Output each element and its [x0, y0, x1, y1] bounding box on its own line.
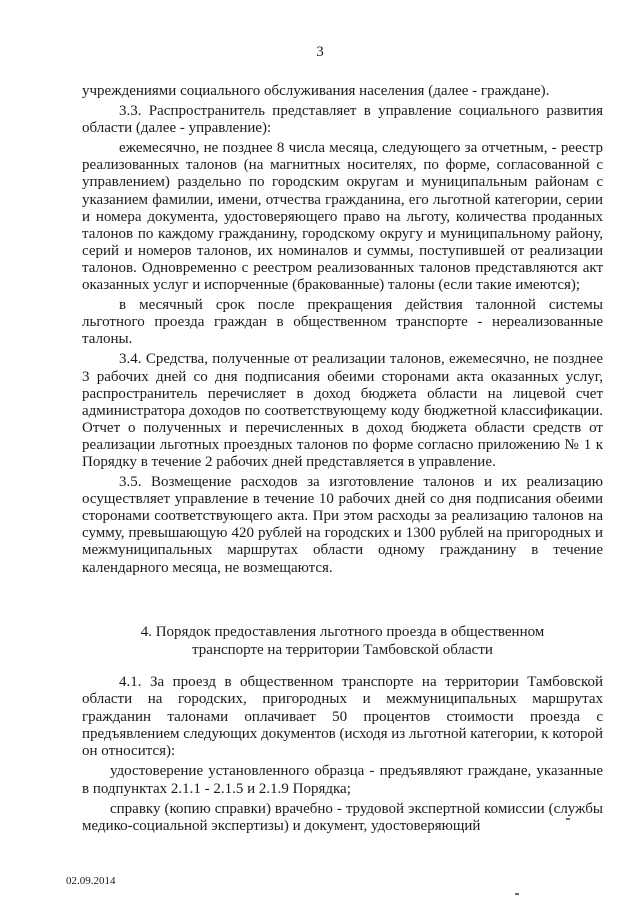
paragraph-4-1: 4.1. За проезд в общественном транспорте на территории Тамбовской области на городских, пригородных и межмуниципальных маршрутах гражданин талонами оплачивает 50 процентов стоимости проезда с предъявлением следующих документов (исходя из льготной категории, к которой он относится):	[82, 674, 603, 760]
section-4-heading	[82, 624, 603, 659]
paragraph-monthly-register: ежемесячно, не позднее 8 числа месяца, следующего за отчетным, - реестр реализованных талонов (на магнитных носителях, по форме, согласованной с управлением) раздельно по городским округам и муниципальным районам с указанием фамилии, имени, отчества гражданина, его льготной категории, серии и номера документа, удостоверяющего право на льготу, количества проданных талонов по каждому гражданину, городскому округу и муниципальному району, серий и номеров талонов, их номиналов и суммы, поступившей от реализации талонов. Одновременно с реестром реализованных талонов представляются акт оказанных услуг и испорченные (бракованные) талоны (если такие имеются);	[82, 140, 603, 294]
paragraph-3-3: 3.3. Распространитель представляет в управление социального развития области (далее - управление):	[82, 103, 603, 137]
scan-speck	[515, 893, 519, 895]
footer-date: 02.09.2014	[66, 875, 116, 887]
paragraph-medical-certificate: справку (копию справки) врачебно - трудовой экспертной комиссии (службы медико-социальной экспертизы) и документ, удостоверяющий	[82, 801, 603, 835]
paragraph-3-5: 3.5. Возмещение расходов за изготовление талонов и их реализацию осуществляет управление в течение 10 рабочих дней со дня подписания обеими сторонами соответствующего акта. При этом расходы за реализацию талонов на сумму, превышающую 420 рублей на городских и 1300 рублей на пригородных и межмуниципальных маршрутах области одному гражданину в течение календарного месяца, не возмещаются.	[82, 474, 603, 576]
page-number: 3	[316, 44, 324, 60]
paragraph-certificate: удостоверение установленного образца - предъявляют граждане, указанные в подпунктах 2.1.1 - 2.1.5 и 2.1.9 Порядка;	[82, 763, 603, 797]
section-4-text	[82, 674, 603, 839]
section-4-heading-line-2: транспорте на территории Тамбовской области	[192, 641, 493, 658]
scan-speck	[566, 818, 570, 820]
paragraph-unsold-tickets: в месячный срок после прекращения действия талонной системы льготного проезда граждан в общественном транспорте - нереализованные талоны.	[82, 297, 603, 348]
section-3-text	[82, 83, 603, 580]
paragraph-continuation: учреждениями социального обслуживания населения (далее - граждане).	[82, 83, 550, 99]
section-4-heading-line-1: 4. Порядок предоставления льготного проезда в общественном	[140, 624, 545, 640]
paragraph-3-4: 3.4. Средства, полученные от реализации талонов, ежемесячно, не позднее 3 рабочих дней со дня подписания обеими сторонами акта оказанных услуг, распространитель перечисляет в доход бюджета области на лицевой счет администратора доходов по соответствующему коду бюджетной классификации. Отчет о полученных и перечисленных в доход бюджета области средств от реализации льготных проездных талонов по форме согласно приложению № 1 к Порядку в течение 2 рабочих дней представляется в управление.	[82, 351, 603, 470]
